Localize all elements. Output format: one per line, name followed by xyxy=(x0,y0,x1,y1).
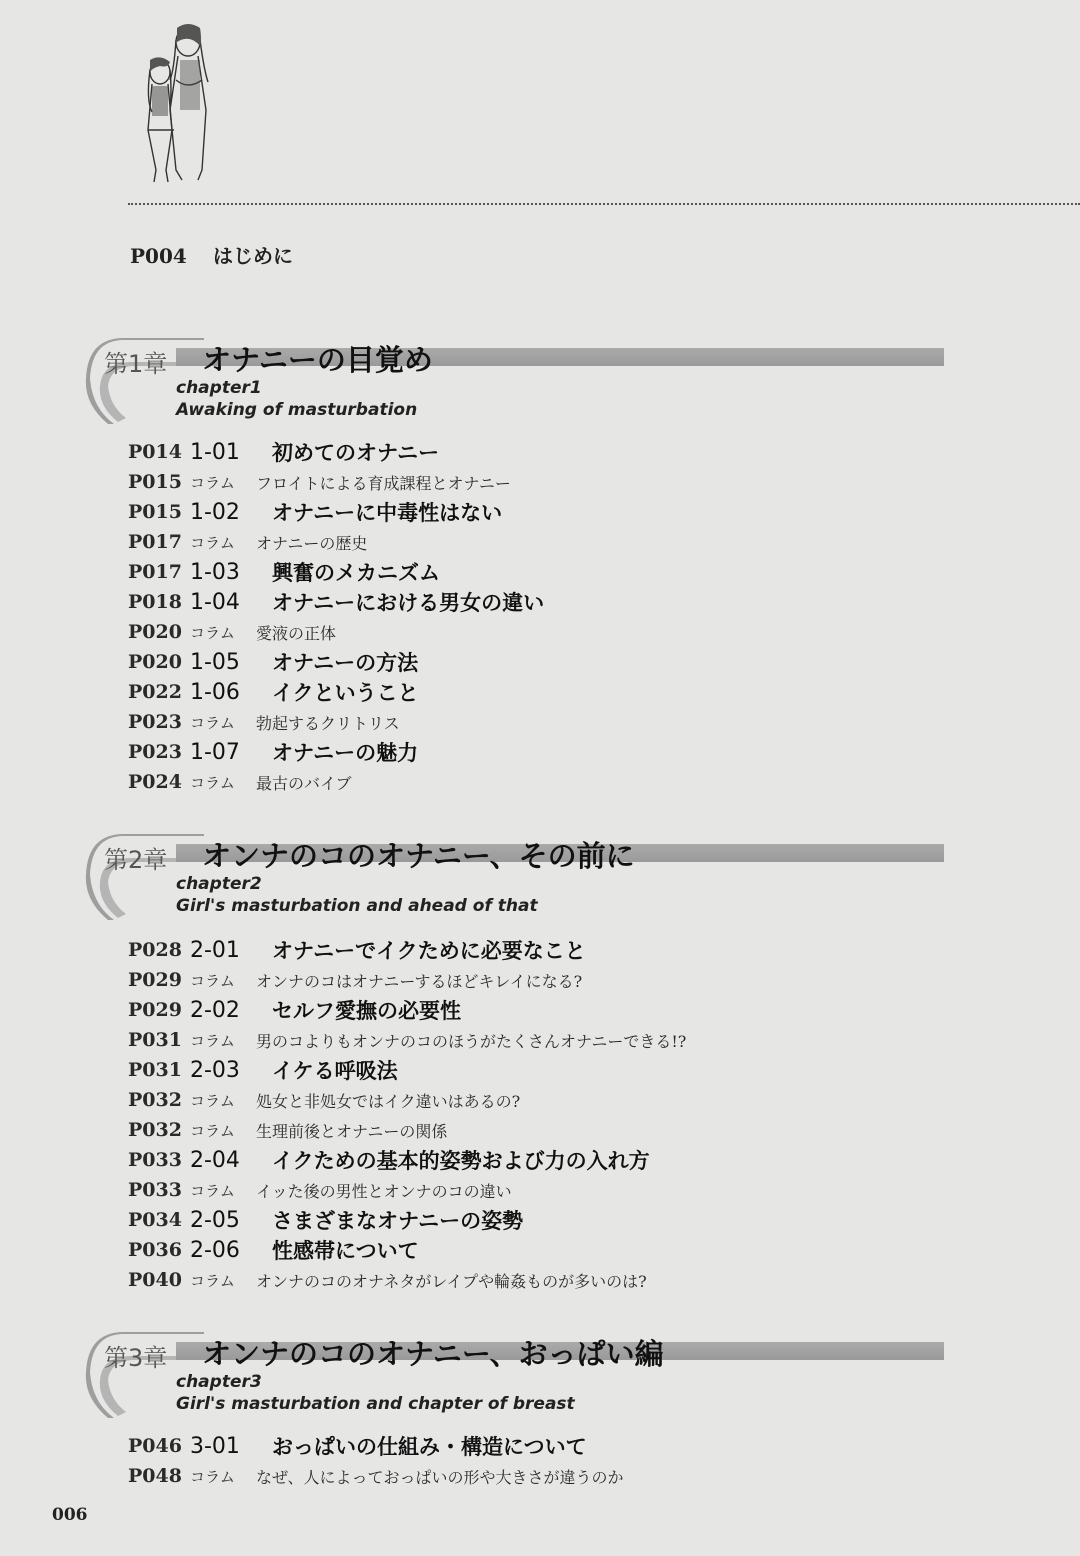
entry-label: 生理前後とオナニーの関係 xyxy=(256,1121,448,1141)
entry-section-number: 1-05 xyxy=(190,649,240,675)
entry-label: オナニーに中毒性はない xyxy=(272,501,503,525)
entry-section-number: 2-01 xyxy=(190,937,240,963)
toc-column-entry[interactable] xyxy=(128,1085,686,1115)
toc-column-entry[interactable] xyxy=(128,1461,624,1491)
entry-label: 処女と非処女ではイク違いはあるの? xyxy=(256,1091,521,1111)
entry-page: P017 xyxy=(128,561,182,583)
entry-page: P029 xyxy=(128,969,182,991)
chapter-number: 第2章 xyxy=(104,846,168,874)
entry-label: 興奮のメカニズム xyxy=(272,561,440,585)
entry-section-number: 2-03 xyxy=(190,1057,240,1083)
entry-label: 愛液の正体 xyxy=(256,623,337,643)
chapter-title: オナニーの目覚め xyxy=(202,343,433,377)
chapter-number: 第1章 xyxy=(104,350,168,378)
entry-page: P018 xyxy=(128,591,182,613)
entry-section-number: 1-02 xyxy=(190,499,240,525)
entry-section-number: 2-02 xyxy=(190,997,240,1023)
entry-label: 性感帯について xyxy=(272,1239,419,1263)
entry-page: P004 xyxy=(130,244,187,268)
chapter-3-header xyxy=(84,1332,944,1428)
entry-label: オナニーの方法 xyxy=(272,651,419,675)
chapter-number: 第3章 xyxy=(104,1344,168,1372)
entry-column-tag: コラム xyxy=(190,623,235,642)
entry-page: P020 xyxy=(128,651,182,673)
toc-column-entry[interactable] xyxy=(128,1025,686,1055)
chapter-1-entries xyxy=(128,437,544,797)
entry-label: おっぱいの仕組み・構造について xyxy=(272,1435,587,1459)
toc-section-entry[interactable] xyxy=(128,935,686,965)
entry-page: P033 xyxy=(128,1149,182,1171)
entry-label: オナニーでイクために必要なこと xyxy=(272,939,586,963)
entry-label: オナニーにおける男女の違い xyxy=(272,591,545,615)
entry-page: P040 xyxy=(128,1269,182,1291)
girls-illustration xyxy=(130,20,220,190)
entry-label: 男のコよりもオンナのコのほうがたくさんオナニーできる!? xyxy=(256,1031,687,1051)
entry-page: P023 xyxy=(128,741,182,763)
page-number: 006 xyxy=(52,1505,88,1525)
entry-column-tag: コラム xyxy=(190,1181,235,1200)
entry-label: オナニーの歴史 xyxy=(256,533,368,553)
chapter-3-entries xyxy=(128,1431,624,1491)
dotted-divider xyxy=(128,203,1080,205)
toc-column-entry[interactable] xyxy=(128,1265,686,1295)
toc-column-entry[interactable] xyxy=(128,767,544,797)
entry-page: P031 xyxy=(128,1059,182,1081)
toc-section-entry[interactable] xyxy=(128,1205,686,1235)
entry-column-tag: コラム xyxy=(190,1467,235,1486)
chapter-2-header xyxy=(84,834,944,930)
entry-label: 最古のバイブ xyxy=(256,773,352,793)
entry-label: イクということ xyxy=(272,681,419,705)
toc-column-entry[interactable] xyxy=(128,617,544,647)
entry-column-tag: コラム xyxy=(190,971,235,990)
entry-page: P017 xyxy=(128,531,182,553)
chapter-en-label: chapter1 xyxy=(176,378,262,398)
entry-label: オンナのコのオナネタがレイプや輪姦ものが多いのは? xyxy=(256,1271,647,1291)
chapter-en-title: Girl's masturbation and ahead of that xyxy=(176,896,538,916)
entry-column-tag: コラム xyxy=(190,533,235,552)
toc-section-entry[interactable] xyxy=(128,1055,686,1085)
entry-section-number: 2-06 xyxy=(190,1237,240,1263)
entry-label: 勃起するクリトリス xyxy=(256,713,400,733)
entry-page: P023 xyxy=(128,711,182,733)
toc-section-entry[interactable] xyxy=(128,1145,686,1175)
entry-label: セルフ愛撫の必要性 xyxy=(272,999,461,1023)
chapter-en-title: Awaking of masturbation xyxy=(176,400,418,420)
entry-page: P022 xyxy=(128,681,182,703)
entry-page: P014 xyxy=(128,441,182,463)
entry-label: さまざまなオナニーの姿勢 xyxy=(272,1209,524,1233)
entry-label: なぜ、人によっておっぱいの形や大きさが違うのか xyxy=(256,1467,624,1487)
entry-column-tag: コラム xyxy=(190,473,235,492)
entry-section-number: 3-01 xyxy=(190,1433,240,1459)
chapter-title: オンナのコのオナニー、その前に xyxy=(202,839,635,873)
entry-label: イクための基本的姿勢および力の入れ方 xyxy=(272,1149,650,1173)
entry-page: P033 xyxy=(128,1179,182,1201)
toc-section-entry[interactable] xyxy=(128,557,544,587)
entry-page: P032 xyxy=(128,1119,182,1141)
chapter-1-header xyxy=(84,338,944,434)
entry-section-number: 2-05 xyxy=(190,1207,240,1233)
toc-column-entry[interactable] xyxy=(128,1115,686,1145)
entry-page: P036 xyxy=(128,1239,182,1261)
entry-label: オンナのコはオナニーするほどキレイになる? xyxy=(256,971,583,991)
entry-label: はじめに xyxy=(212,244,293,268)
entry-column-tag: コラム xyxy=(190,1031,235,1050)
entry-page: P034 xyxy=(128,1209,182,1231)
entry-section-number: 1-04 xyxy=(190,589,240,615)
toc-column-entry[interactable] xyxy=(128,1175,686,1205)
toc-section-entry[interactable] xyxy=(128,497,544,527)
entry-column-tag: コラム xyxy=(190,1121,235,1140)
entry-section-number: 1-01 xyxy=(190,439,240,465)
entry-label: フロイトによる育成課程とオナニー xyxy=(256,473,511,493)
entry-label: 初めてのオナニー xyxy=(272,441,440,465)
entry-page: P046 xyxy=(128,1435,182,1457)
entry-page: P032 xyxy=(128,1089,182,1111)
entry-page: P015 xyxy=(128,471,182,493)
toc-section-entry[interactable] xyxy=(128,1431,624,1461)
entry-page: P020 xyxy=(128,621,182,643)
chapter-en-label: chapter2 xyxy=(176,874,262,894)
entry-label: イッた後の男性とオンナのコの違い xyxy=(256,1181,512,1201)
entry-page: P031 xyxy=(128,1029,182,1051)
toc-column-entry[interactable] xyxy=(128,467,544,497)
entry-label: オナニーの魅力 xyxy=(272,741,419,765)
toc-section-entry[interactable] xyxy=(128,677,544,707)
entry-section-number: 1-07 xyxy=(190,739,240,765)
entry-section-number: 1-06 xyxy=(190,679,240,705)
chapter-title: オンナのコのオナニー、おっぱい編 xyxy=(202,1337,664,1371)
toc-column-entry[interactable] xyxy=(128,965,686,995)
entry-page: P048 xyxy=(128,1465,182,1487)
entry-column-tag: コラム xyxy=(190,1271,235,1290)
toc-section-entry[interactable] xyxy=(128,737,544,767)
chapter-en-label: chapter3 xyxy=(176,1372,262,1392)
toc-section-entry[interactable] xyxy=(128,437,544,467)
toc-section-entry[interactable] xyxy=(128,647,544,677)
intro-entry[interactable] xyxy=(130,240,293,269)
toc-section-entry[interactable] xyxy=(128,1235,686,1265)
entry-page: P028 xyxy=(128,939,182,961)
entry-page: P015 xyxy=(128,501,182,523)
entry-section-number: 1-03 xyxy=(190,559,240,585)
entry-column-tag: コラム xyxy=(190,713,235,732)
entry-label: イケる呼吸法 xyxy=(272,1059,398,1083)
entry-column-tag: コラム xyxy=(190,773,235,792)
entry-page: P029 xyxy=(128,999,182,1021)
entry-column-tag: コラム xyxy=(190,1091,235,1110)
chapter-2-entries xyxy=(128,935,686,1295)
chapter-en-title: Girl's masturbation and chapter of breast xyxy=(176,1394,575,1414)
entry-section-number: 2-04 xyxy=(190,1147,240,1173)
toc-column-entry[interactable] xyxy=(128,707,544,737)
toc-section-entry[interactable] xyxy=(128,995,686,1025)
toc-section-entry[interactable] xyxy=(128,587,544,617)
entry-page: P024 xyxy=(128,771,182,793)
toc-column-entry[interactable] xyxy=(128,527,544,557)
